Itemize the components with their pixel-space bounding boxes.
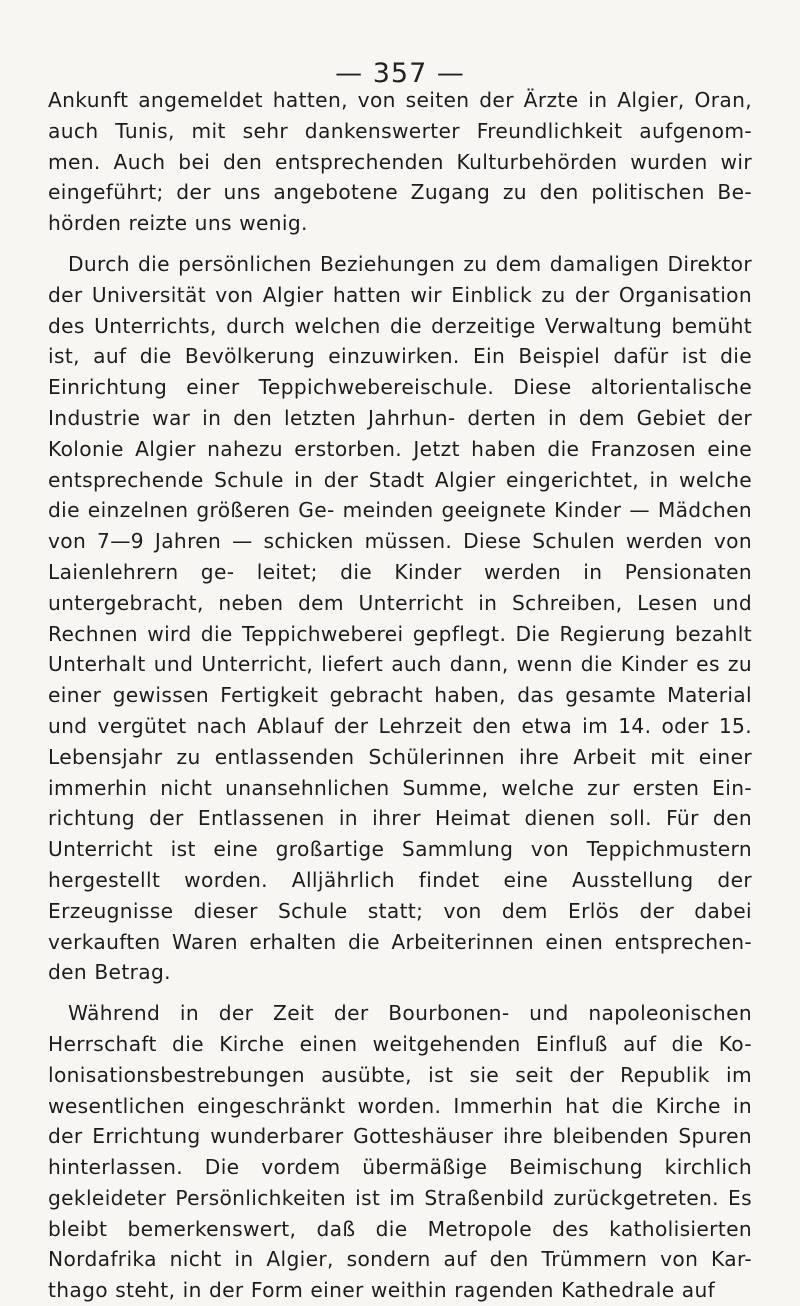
body-text — [48, 85, 752, 1306]
page-number: — 357 — — [335, 58, 465, 89]
paragraph-1: Ankunft angemeldet hatten, von seiten der Ärzte in Algier, Oran, auch Tunis, mit sehr dankenswerter Freundlichkeit aufgenom- men. Auch bei den entsprechenden Kulturbehörden wurden wir eingeführt; der uns angebotene Zugang zu den politischen Be- hörden reizte uns wenig. — [48, 88, 752, 236]
paragraph-3: Während in der Zeit der Bourbonen- und napoleonischen Herrschaft die Kirche einen weitgehenden Einfluß auf die Ko- lonisationsbestrebungen ausübte, ist sie seit der Republik im wesentlichen eingeschränkt worden. Immerhin hat die Kirche in der Errichtung wunderbarer Gotteshäuser ihre bleibenden Spuren hinterlassen. Die vordem übermäßige Beimischung kirchlich gekleideter Persönlichkeiten ist im Straßenbild zurückgetreten. Es bleibt bemerkenswert, daß die Metropole des katholisierten Nordafrika nicht in Algier, sondern auf den Trümmern von Kar- thago steht, in der Form einer weithin ragenden Kathedrale auf — [48, 1001, 752, 1303]
paragraph-2: Durch die persönlichen Beziehungen zu dem damaligen Direktor der Universität von Algier hatten wir Einblick zu der Organisation des Unterrichts, durch welchen die derzeitige Verwaltung bemüht ist, auf die Bevölkerung einzuwirken. Ein Beispiel dafür ist die Einrichtung einer Teppichwebereischule. Diese altorientalische Industrie war in den letzten Jahrhun- derten in dem Gebiet der Kolonie Algier nahezu erstorben. Jetzt haben die Franzosen eine entsprechende Schule in der Stadt Algier eingerichtet, in welche die einzelnen größeren Ge- meinden geeignete Kinder — Mädchen von 7—9 Jahren — schicken müssen. Diese Schulen werden von Laienlehrern ge- leitet; die Kinder werden in Pensionaten untergebracht, neben dem Unterricht in Schreiben, Lesen und Rechnen wird die Teppichweberei gepflegt. Die Regierung bezahlt Unterhalt und Unterricht, liefert auch dann, wenn die Kinder es zu einer gewissen Fertigkeit gebracht haben, das gesamte Material und vergütet nach Ablauf der Lehrzeit den etwa im 14. oder 15. Lebensjahr zu entlassenden Schülerinnen ihre Arbeit mit einer immerhin nicht unansehnlichen Summe, welche zur ersten Ein- richtung der Entlassenen in ihrer Heimat dienen soll. Für den Unterricht ist eine großartige Sammlung von Teppichmustern hergestellt worden. Alljährlich findet eine Ausstellung der Erzeugnisse dieser Schule statt; von dem Erlös der dabei verkauften Waren erhalten die Arbeiterinnen einen entsprechen- den Betrag. — [48, 251, 752, 985]
